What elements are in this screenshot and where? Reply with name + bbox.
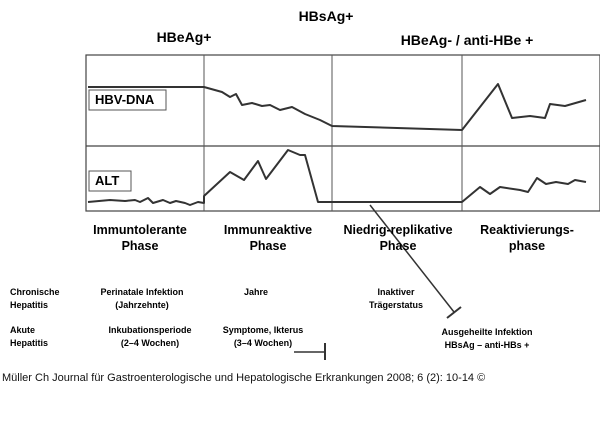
diagram-frame xyxy=(86,55,600,211)
incubation-period-text: Inkubationsperiode (2–4 Wochen) xyxy=(108,325,192,348)
chronic-hepatitis-label: Chronische Hepatitis xyxy=(10,287,60,310)
source-caption: Müller Ch Journal für Gastroenterologische und Hepatologische Erkrankungen 2008; 6 (2): 10-14 © xyxy=(2,372,486,384)
phase-low-replicative: Niedrig-replikative Phase xyxy=(343,223,453,253)
phase-reactivation: Reaktivierungs- phase xyxy=(480,223,574,253)
years-text: Jahre xyxy=(243,287,269,297)
phase-immune-tolerant: Immuntolerante Phase xyxy=(93,223,187,253)
alt-label: ALT xyxy=(95,173,120,188)
perinatal-infection-text: Perinatale Infektion (Jahrzehnte) xyxy=(100,287,184,310)
hbeag-positive-header: HBeAg+ xyxy=(156,29,212,45)
acute-hepatitis-label: Akute Hepatitis xyxy=(10,325,49,348)
resolution-end-bar xyxy=(447,307,461,318)
phase-immune-reactive: Immunreaktive Phase xyxy=(223,223,313,253)
hbsag-header: HBsAg+ xyxy=(298,8,354,24)
inactive-carrier-text: Inaktiver Trägerstatus xyxy=(368,287,424,310)
hbv-dna-label: HBV-DNA xyxy=(95,92,155,107)
healed-infection-text: Ausgeheilte Infektion HBsAg – anti-HBs + xyxy=(441,327,533,350)
hbeag-negative-header: HBeAg- / anti-HBe + xyxy=(400,32,534,48)
alt-curve xyxy=(88,150,586,205)
symptoms-text: Symptome, Ikterus (3–4 Wochen) xyxy=(222,325,304,348)
